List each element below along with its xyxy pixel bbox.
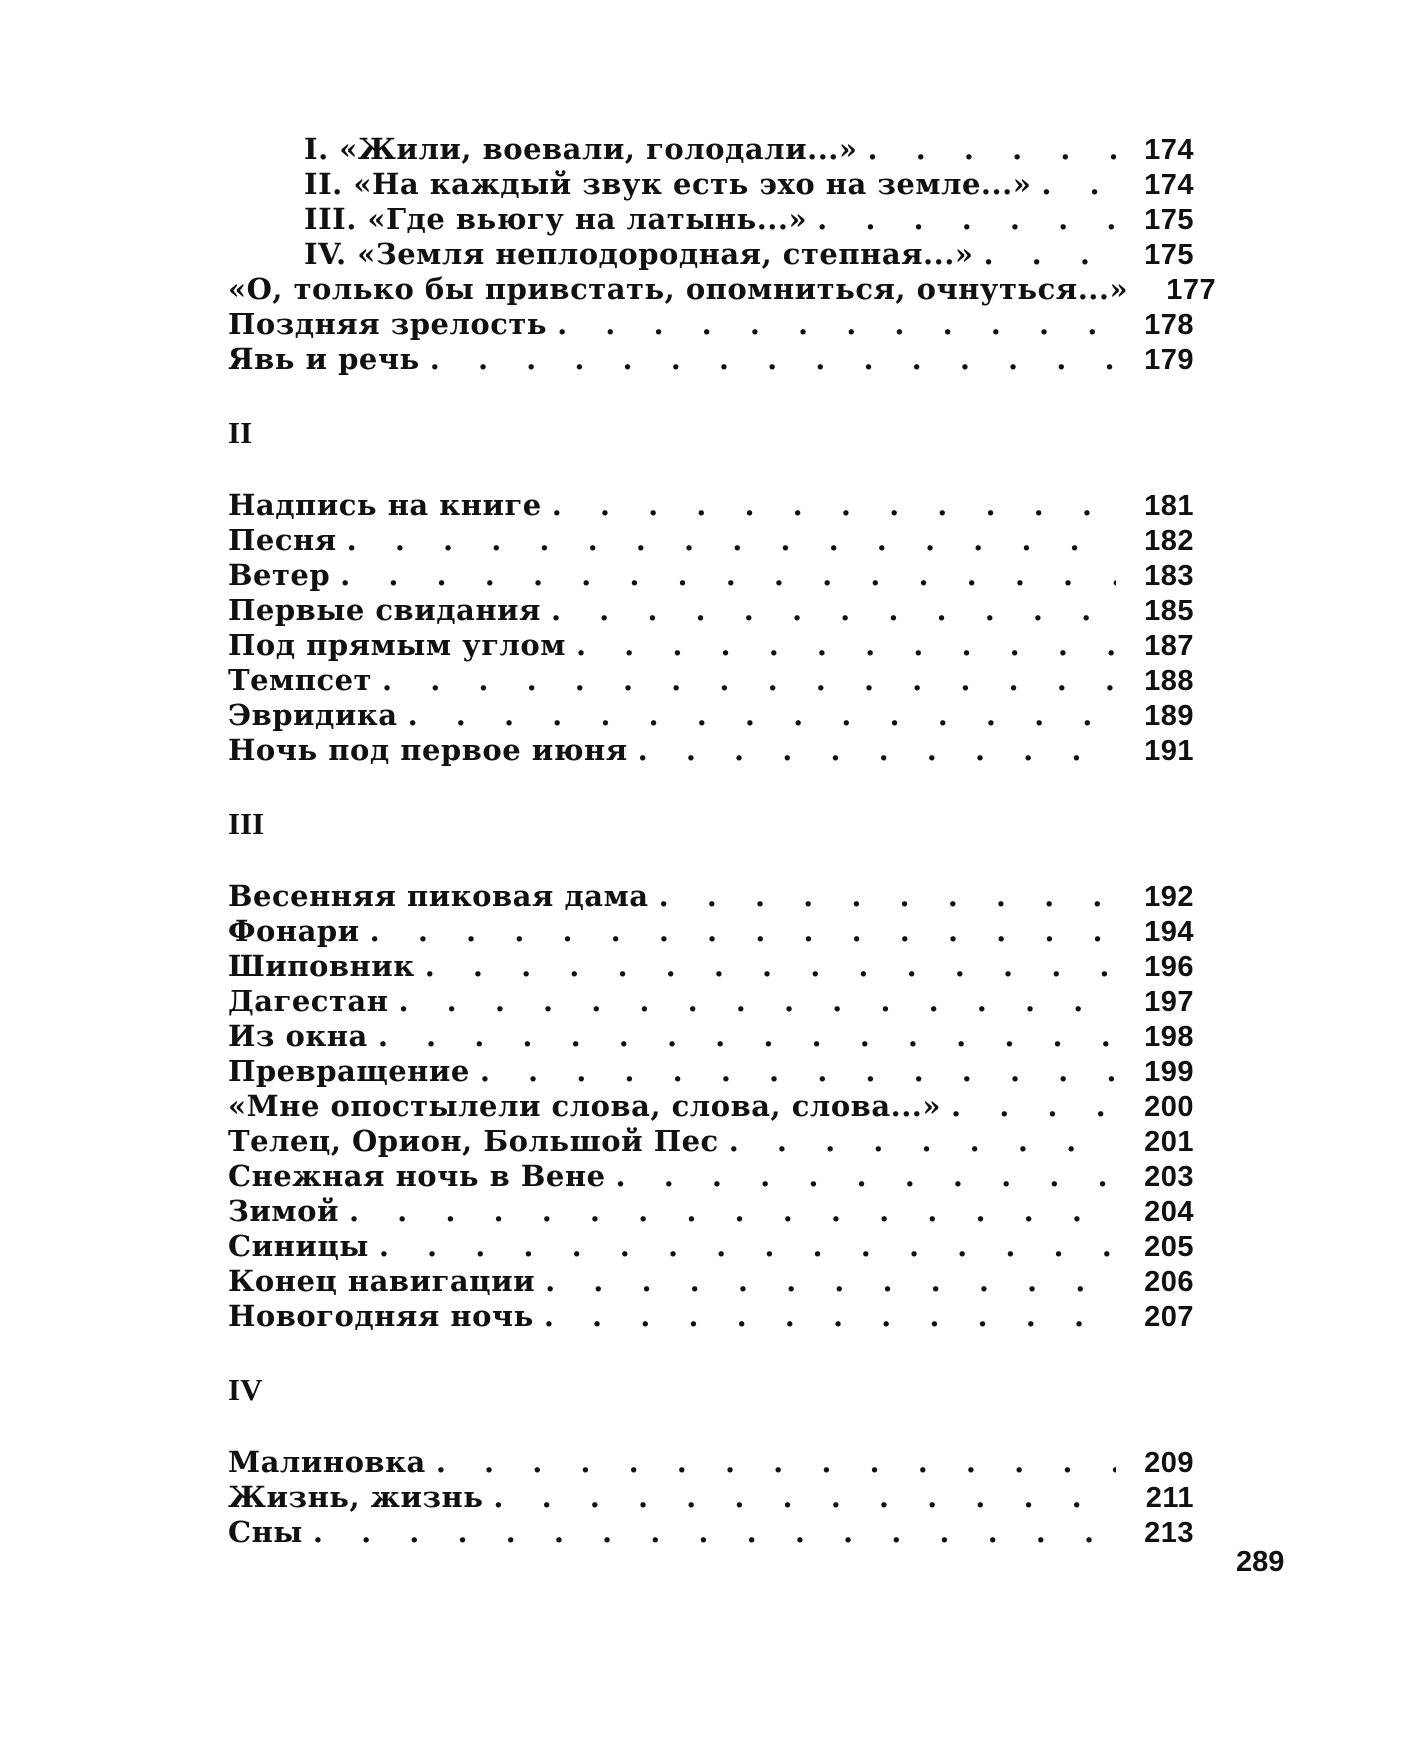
toc-entry-title: Песня: [228, 523, 337, 557]
dot-leader: [493, 1480, 1116, 1514]
toc-entry-title: Явь и речь: [228, 342, 420, 376]
toc-entry: [228, 1054, 1194, 1089]
toc-entry-title: Телец, Орион, Большой Пес: [228, 1124, 719, 1158]
toc-entry: [228, 1229, 1194, 1264]
toc-entry-title: «О, только бы привстать, опомниться, очнуться...»: [228, 272, 1129, 306]
toc-entry-title: «Мне опостылели слова, слова, слова...»: [228, 1089, 942, 1123]
toc-entry: [228, 1089, 1194, 1124]
toc-entry: [228, 628, 1194, 663]
toc-entry: [228, 949, 1194, 984]
dot-leader: [370, 914, 1116, 948]
toc-entry-page: 192: [1144, 881, 1194, 913]
dot-leader: [347, 523, 1116, 557]
toc-entry: [228, 523, 1194, 558]
toc-section: [228, 1445, 1194, 1550]
toc-entry-title: Поздняя зрелость: [228, 307, 548, 341]
toc-entry-title: II. «На каждый звук есть эхо на земле...»: [304, 167, 1032, 201]
dot-leader: [551, 593, 1116, 627]
dot-leader: [868, 132, 1116, 166]
table-of-contents: [228, 132, 1217, 1550]
dot-leader: [557, 307, 1116, 341]
dot-leader: [349, 1194, 1116, 1228]
toc-entry-page: 200: [1144, 1091, 1194, 1123]
toc-entry-page: 204: [1144, 1196, 1194, 1228]
dot-leader: [340, 558, 1116, 592]
toc-entry: [228, 1515, 1194, 1550]
dot-leader: [817, 202, 1116, 236]
dot-leader: [382, 663, 1116, 697]
toc-entry: [228, 1194, 1194, 1229]
toc-entry: [228, 1019, 1194, 1054]
toc-entry-page: 206: [1144, 1266, 1194, 1298]
toc-entry-title: Фонари: [228, 914, 360, 948]
toc-entry-page: 201: [1144, 1126, 1194, 1158]
dot-leader: [379, 1229, 1116, 1263]
toc-entry: [228, 167, 1194, 202]
toc-entry-title: Ветер: [228, 558, 331, 592]
toc-entry-title: Эвридика: [228, 698, 398, 732]
toc-entry: [228, 698, 1194, 733]
toc-entry-title: Ночь под первое июня: [228, 733, 628, 767]
toc-entry-page: 194: [1144, 916, 1194, 948]
toc-entry-page: 211: [1145, 1482, 1194, 1514]
dot-leader: [659, 879, 1116, 913]
dot-leader: [983, 237, 1116, 271]
toc-entry: [228, 558, 1194, 593]
toc-entry: [228, 1159, 1194, 1194]
toc-entry-title: Первые свидания: [228, 593, 541, 627]
dot-leader: [398, 984, 1116, 1018]
toc-entry-title: III. «Где вьюгу на латынь...»: [304, 202, 808, 236]
dot-leader: [430, 342, 1116, 376]
toc-entry-page: 181: [1144, 490, 1194, 522]
toc-entry-title: Превращение: [228, 1054, 470, 1088]
toc-entry-page: 174: [1144, 169, 1194, 201]
toc-entry-page: 175: [1144, 239, 1194, 271]
dot-leader: [436, 1445, 1116, 1479]
toc-entry-page: 198: [1144, 1021, 1194, 1053]
toc-entry-title: Сны: [228, 1515, 303, 1549]
toc-entry-title: Темпсет: [228, 663, 373, 697]
toc-entry-title: Конец навигации: [228, 1264, 536, 1298]
section-heading: III: [228, 806, 265, 841]
toc-entry-page: 183: [1144, 560, 1194, 592]
toc-entry-page: 199: [1144, 1056, 1194, 1088]
toc-entry: [228, 1299, 1194, 1334]
toc-entry-title: Малиновка: [228, 1445, 426, 1479]
toc-entry-page: 209: [1144, 1447, 1194, 1479]
toc-entry: [228, 272, 1217, 307]
toc-entry: [228, 237, 1194, 272]
toc-entry-page: 189: [1144, 700, 1194, 732]
toc-entry-page: 213: [1144, 1517, 1194, 1549]
toc-section: [228, 132, 1217, 377]
toc-entry-page: 188: [1144, 665, 1194, 697]
dot-leader: [616, 1159, 1116, 1193]
toc-entry: [228, 1445, 1194, 1480]
toc-entry-title: Из окна: [228, 1019, 368, 1053]
page-number: 289: [1236, 1546, 1285, 1578]
toc-entry: [228, 1480, 1194, 1515]
toc-entry-title: I. «Жили, воевали, голодали...»: [304, 132, 858, 166]
dot-leader: [552, 488, 1116, 522]
toc-entry-page: 185: [1144, 595, 1194, 627]
toc-entry-page: 178: [1144, 309, 1194, 341]
toc-entry: [228, 202, 1194, 237]
toc-entry-page: 177: [1166, 274, 1217, 306]
dot-leader: [544, 1299, 1116, 1333]
toc-entry-page: 197: [1144, 986, 1194, 1018]
section-heading: II: [228, 415, 253, 450]
dot-leader: [729, 1124, 1116, 1158]
toc-section: [228, 488, 1194, 768]
toc-entry-page: 174: [1144, 134, 1194, 166]
toc-entry: [228, 733, 1194, 768]
toc-entry: [228, 488, 1194, 523]
toc-entry-page: 207: [1144, 1301, 1194, 1333]
toc-entry-title: Снежная ночь в Вене: [228, 1159, 606, 1193]
toc-entry: [228, 984, 1194, 1019]
toc-entry: [228, 1124, 1194, 1159]
toc-entry-page: 175: [1144, 204, 1194, 236]
toc-entry-page: 187: [1144, 630, 1194, 662]
section-heading: IV: [228, 1372, 263, 1407]
dot-leader: [576, 628, 1116, 662]
toc-entry-page: 196: [1144, 951, 1194, 983]
toc-entry-page: 191: [1144, 735, 1194, 767]
toc-section: [228, 879, 1194, 1334]
dot-leader: [545, 1264, 1116, 1298]
dot-leader: [951, 1089, 1116, 1123]
toc-entry-title: Синицы: [228, 1229, 369, 1263]
dot-leader: [638, 733, 1116, 767]
toc-entry-title: Надпись на книге: [228, 488, 542, 522]
toc-entry-page: 205: [1144, 1231, 1194, 1263]
toc-entry: [228, 914, 1194, 949]
dot-leader: [408, 698, 1116, 732]
toc-entry-title: Жизнь, жизнь: [228, 1480, 484, 1514]
toc-entry-title: Новогодняя ночь: [228, 1299, 534, 1333]
toc-entry-page: 179: [1144, 344, 1194, 376]
toc-entry: [228, 663, 1194, 698]
dot-leader: [425, 949, 1116, 983]
toc-entry: [228, 1264, 1194, 1299]
toc-entry-page: 182: [1144, 525, 1194, 557]
toc-entry: [228, 593, 1194, 628]
toc-entry: [228, 307, 1194, 342]
toc-entry: [228, 132, 1194, 167]
toc-entry: [228, 879, 1194, 914]
dot-leader: [480, 1054, 1116, 1088]
toc-entry-title: Дагестан: [228, 984, 389, 1018]
toc-entry-title: Весенняя пиковая дама: [228, 879, 649, 913]
toc-entry-title: IV. «Земля неплодородная, степная...»: [304, 237, 974, 271]
dot-leader: [378, 1019, 1116, 1053]
toc-entry-title: Шиповник: [228, 949, 415, 983]
toc-entry: [228, 342, 1194, 377]
dot-leader: [1041, 167, 1116, 201]
dot-leader: [313, 1515, 1116, 1549]
toc-entry-title: Зимой: [228, 1194, 339, 1228]
toc-entry-title: Под прямым углом: [228, 628, 566, 662]
toc-entry-page: 203: [1144, 1161, 1194, 1193]
